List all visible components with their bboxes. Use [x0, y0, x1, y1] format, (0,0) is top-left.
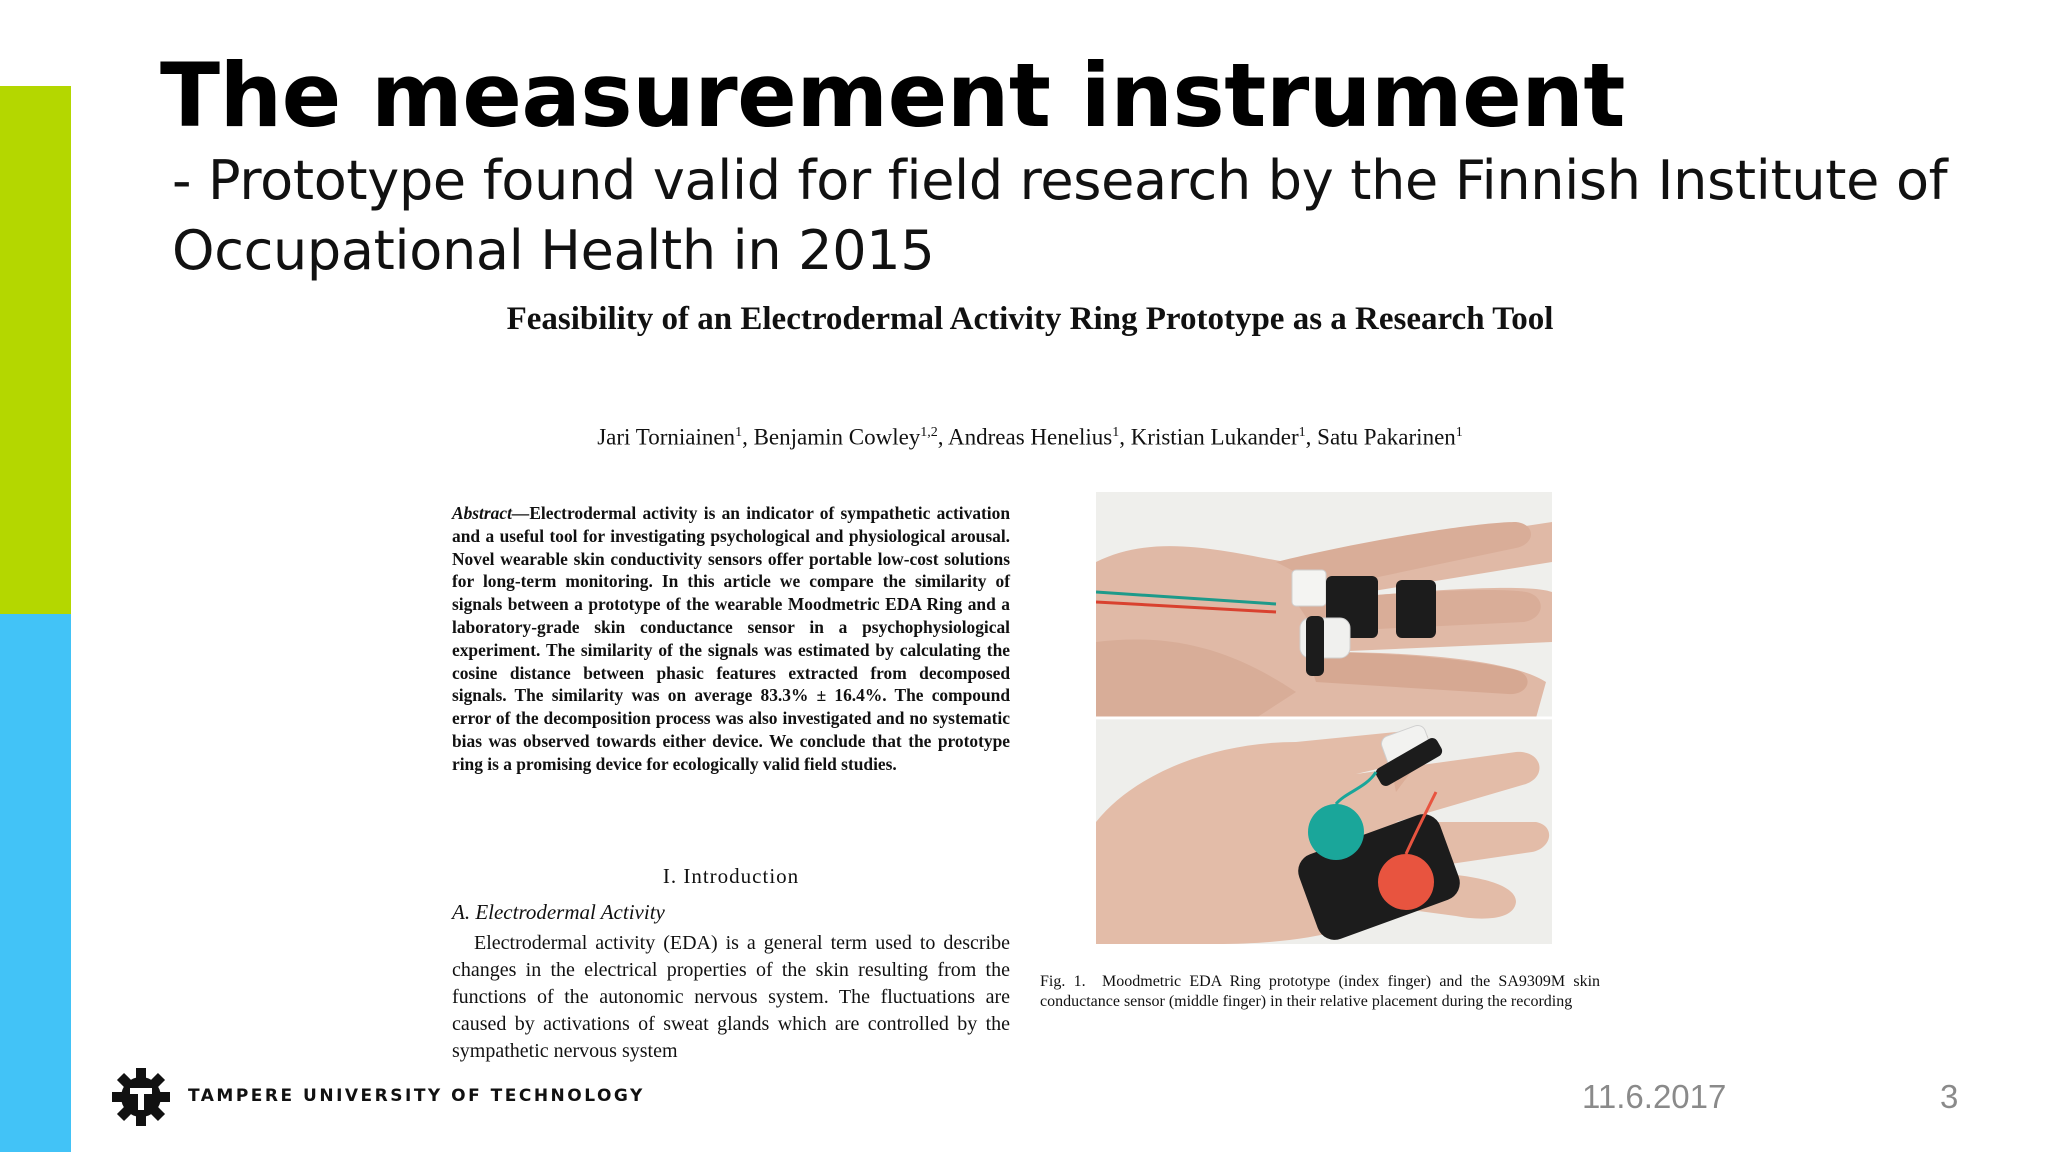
- author-affiliation: 1,2: [920, 425, 938, 440]
- section-heading: I. Introduction: [662, 864, 800, 888]
- slide-subtitle: - Prototype found valid for field research by the Finnish Institute of Occupational Health in 2015: [172, 149, 1948, 282]
- author-affiliation: 1: [1112, 425, 1120, 440]
- accent-bar-green: [0, 86, 71, 614]
- author-name: Kristian Lukander: [1130, 424, 1299, 450]
- subsection-heading: A. Electrodermal Activity: [452, 900, 665, 924]
- paper-excerpt: [440, 290, 1640, 1080]
- accent-bar-blue: [0, 614, 71, 1152]
- author-name: Satu Pakarinen: [1317, 424, 1456, 450]
- gear-logo-icon: [108, 1064, 174, 1130]
- hands-photo-illustration: [1096, 492, 1552, 944]
- page-number: 3: [1940, 1078, 1959, 1115]
- author-name: Benjamin Cowley: [753, 424, 921, 450]
- university-logo-text: TAMPERE UNIVERSITY OF TECHNOLOGY: [188, 1086, 645, 1106]
- figure-caption: [1040, 972, 1600, 1012]
- author-affiliation: 1: [1298, 425, 1306, 440]
- abstract-lead: Abstract—: [452, 503, 530, 523]
- paper-title: Feasibility of an Electrodermal Activity Ring Prototype as a Research Tool: [506, 301, 1554, 337]
- author-affiliation: 1: [1455, 425, 1463, 440]
- figure-caption-text: Moodmetric EDA Ring prototype (index finger) and the SA9309M skin conductance sensor (middle finger) in their relative placement during the recording: [1040, 973, 1601, 1010]
- intro-text: Electrodermal activity (EDA) is a general term used to describe changes in the electrical properties of the skin resulting from the functions of the autonomic nervous system. The fluctuations are caused by activations of sweat glands which are controlled by the sympathetic nervous system: [452, 932, 1010, 1062]
- footer-date: 11.6.2017: [1582, 1078, 1727, 1115]
- paper-abstract: [452, 502, 1010, 776]
- author-name: Andreas Henelius: [948, 424, 1113, 450]
- figure-caption-label: Fig. 1.: [1040, 973, 1086, 990]
- paper-authors: Jari Torniainen$^1$, Benjamin Cowley$^{1,2}$, Andreas Henelius$^1$, Kristian Lukander$^1$, Satu Pakarinen$^1$: [597, 424, 1463, 450]
- abstract-body: Electrodermal activity is an indicator of sympathetic activation and a useful tool for investigating psychological and physiological arousal. Novel wearable skin conductivity sensors offer portable low-cost solutions for long-term monitoring. In this article we compare the similarity of signals between a prototype of the wearable Moodmetric EDA Ring and a laboratory-grade skin conductance sensor in a psychophysiological experiment. The similarity of the signals was estimated by calculating the cosine distance between phasic features extracted from decomposed signals. The similarity was on average 83.3% ± 16.4%. The compound error of the decomposition process was also investigated and no systematic bias was observed towards either device. We conclude that the prototype ring is a promising device for ecologically valid field studies.: [452, 503, 1010, 774]
- slide-title: The measurement instrument: [160, 44, 1625, 147]
- author-affiliation: 1: [735, 425, 743, 440]
- author-name: Jari Torniainen: [597, 424, 736, 450]
- figure-photo-hands-with-ring: [1096, 492, 1552, 944]
